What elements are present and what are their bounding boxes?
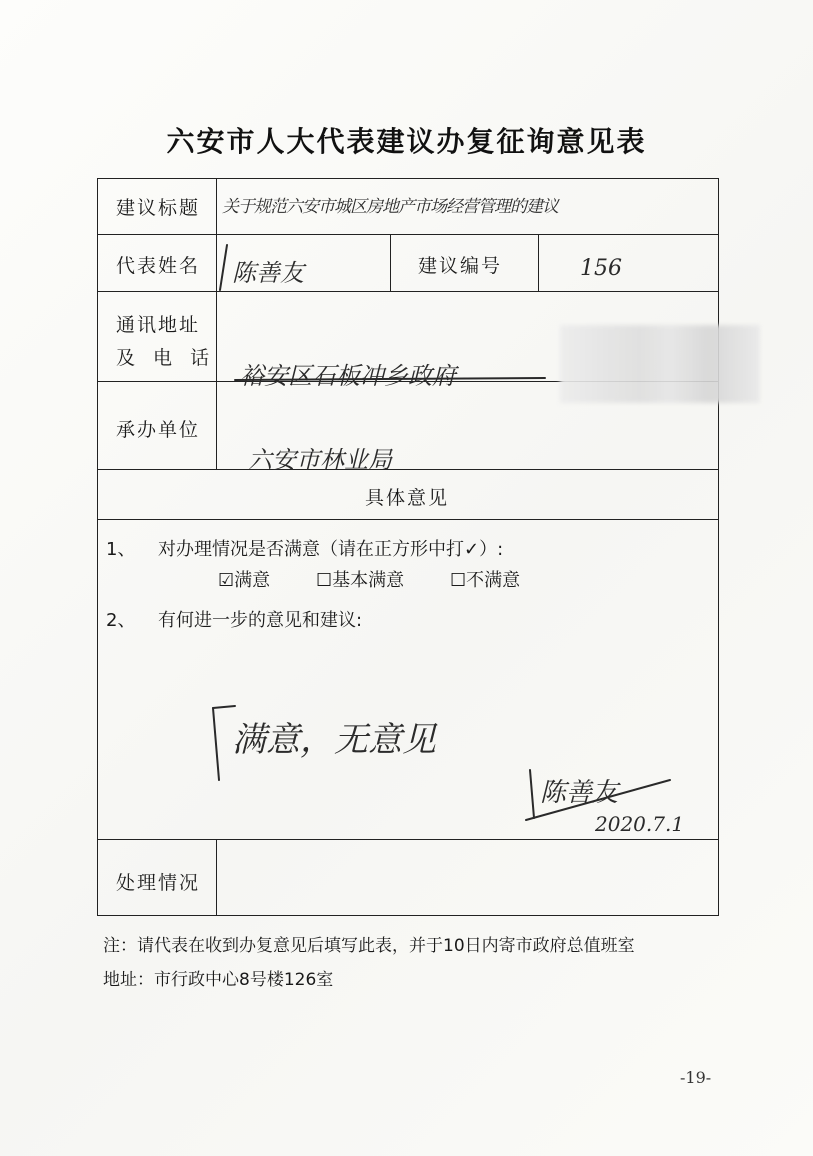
- topic-handwritten-value: 关于规范六安市城区房地产市场经营管理的建议: [222, 197, 558, 217]
- signature-date: 2020.7.1: [595, 812, 685, 836]
- signature-flourish-icon: [215, 240, 425, 300]
- row-divider: [98, 469, 718, 470]
- col-divider: [216, 179, 217, 469]
- contact-label-line1: 通讯地址: [116, 314, 201, 336]
- footnote-address: 地址：市行政中心8号楼126室: [103, 970, 334, 990]
- topic-label: 建议标题: [116, 197, 201, 219]
- handwritten-answer: 满意，无意见: [232, 720, 436, 760]
- org-label: 承办单位: [116, 419, 201, 441]
- contact-handwritten-value: 裕安区石板冲乡政府: [240, 362, 456, 390]
- option-basically-satisfied[interactable]: ☐基本满意: [316, 570, 405, 591]
- col-divider: [216, 839, 217, 915]
- question-2-text: 有何进一步的意见和建议:: [158, 610, 363, 631]
- option-satisfied-checked[interactable]: ☑满意: [218, 570, 271, 591]
- number-handwritten-value: 156: [580, 256, 622, 281]
- contact-underline-icon: [230, 370, 550, 390]
- representative-signature: 陈善友: [540, 778, 619, 808]
- col-divider: [538, 234, 539, 291]
- row-divider: [98, 234, 718, 235]
- form-title: 六安市人大代表建议办复征询意见表: [166, 125, 647, 158]
- org-handwritten-value: 六安市林业局: [248, 446, 392, 474]
- question-1-number: 1、: [106, 539, 136, 560]
- name-label: 代表姓名: [116, 255, 201, 277]
- opinion-header: 具体意见: [365, 487, 450, 509]
- number-label: 建议编号: [418, 255, 503, 277]
- processing-label: 处理情况: [116, 872, 201, 894]
- footnote-instruction: 注：请代表在收到办复意见后填写此表，并于10日内寄市政府总值班室: [103, 936, 635, 956]
- page-number: -19-: [680, 1068, 712, 1087]
- question-2-number: 2、: [106, 610, 136, 631]
- redacted-phone-number: [560, 325, 760, 403]
- option-not-satisfied[interactable]: ☐不满意: [450, 570, 521, 591]
- row-divider: [98, 519, 718, 520]
- row-divider: [98, 839, 718, 840]
- name-handwritten-value: 陈善友: [232, 259, 304, 287]
- contact-label-line2: 及 电 话: [116, 347, 216, 369]
- question-1-text: 对办理情况是否满意（请在正方形中打✓）:: [158, 539, 504, 560]
